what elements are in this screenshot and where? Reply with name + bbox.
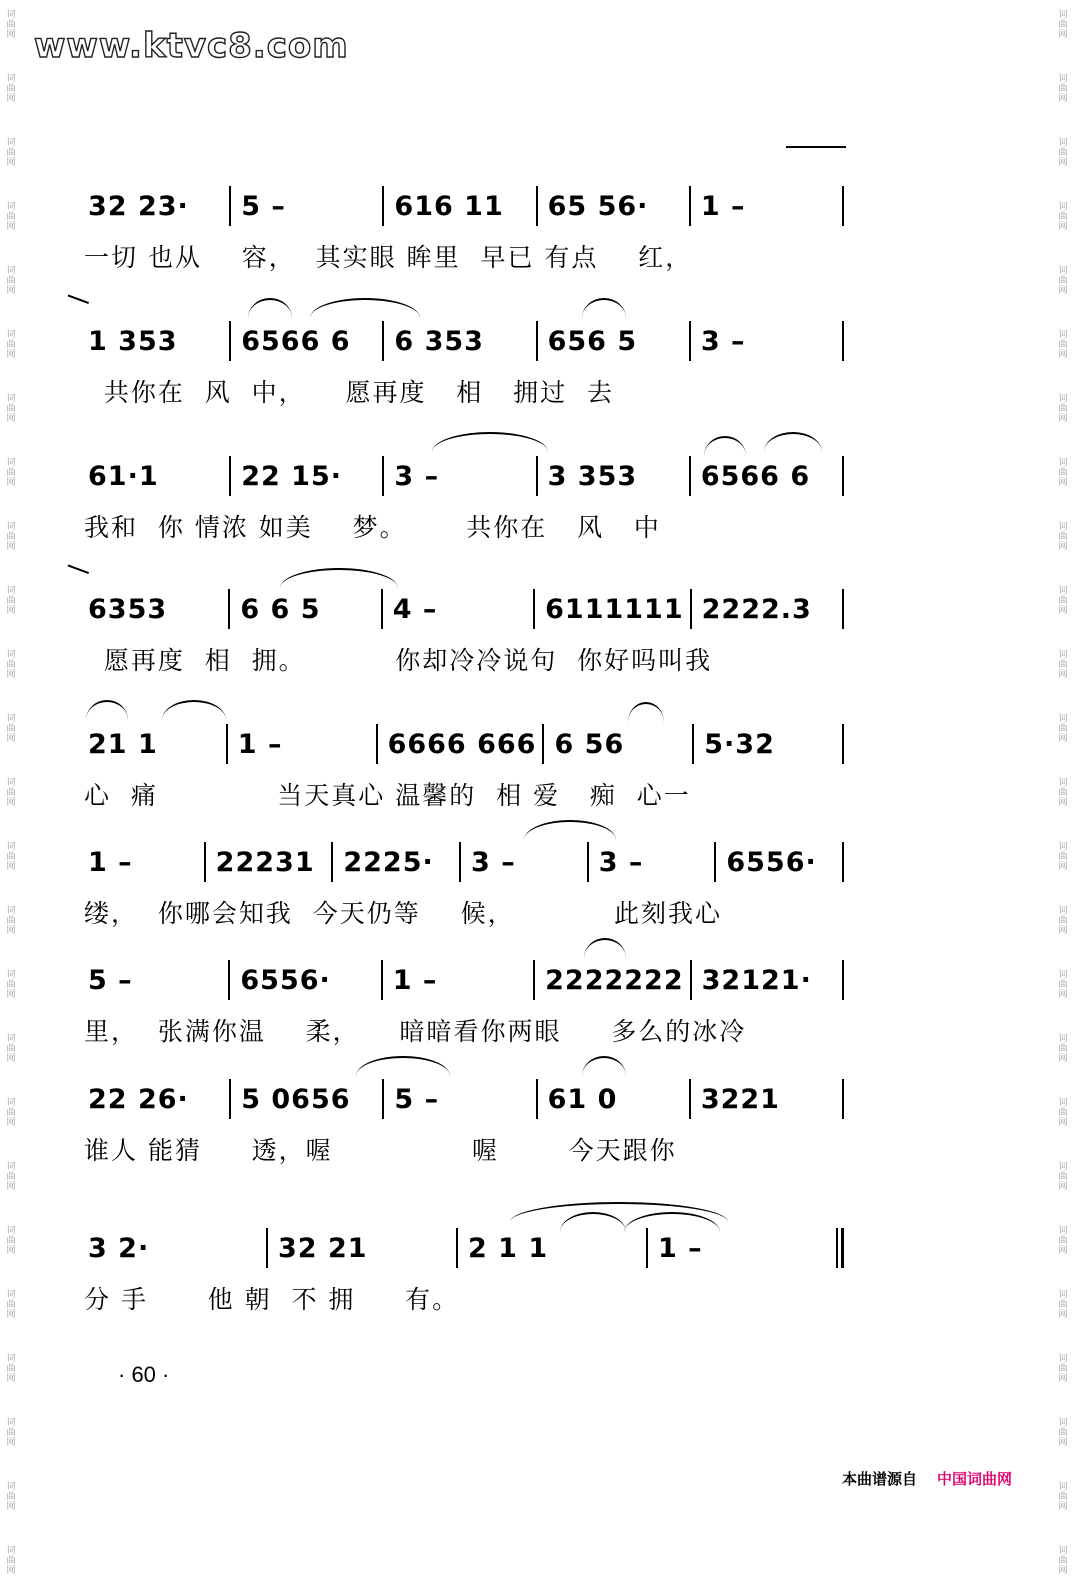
measure: 5 – <box>88 964 133 996</box>
side-watermark-text: 词 曲 网 <box>6 138 16 168</box>
measure: 3221 <box>700 1083 780 1115</box>
barline <box>689 186 691 226</box>
slur-mark <box>582 1056 626 1076</box>
measure: 22 15· <box>241 460 343 492</box>
slur-mark <box>704 436 746 456</box>
page-number: · 60 · <box>118 1362 170 1387</box>
measure: 1 – <box>700 190 746 222</box>
measure: 6566 6 <box>241 325 351 357</box>
measure: 6666 666 <box>387 728 537 760</box>
side-watermark-text: 词 曲 网 <box>6 1546 16 1576</box>
barline <box>842 1079 844 1119</box>
measure: 6 353 <box>394 325 484 357</box>
footer-source <box>842 1468 1012 1489</box>
side-watermark-text: 词 曲 网 <box>1058 394 1068 424</box>
side-watermark-text: 词 曲 网 <box>6 458 16 488</box>
side-watermark-text: 词 曲 网 <box>6 266 16 296</box>
footer-brand: 中国词曲网 <box>937 1470 1013 1488</box>
measure: 3 2· <box>88 1232 150 1264</box>
barline <box>842 724 844 764</box>
barline <box>229 456 231 496</box>
side-watermark-text: 词 曲 网 <box>1058 1290 1068 1320</box>
slur-mark <box>524 820 616 840</box>
final-barline <box>836 1228 844 1268</box>
measure: 32121· <box>701 964 812 996</box>
side-watermark-text: 词 曲 网 <box>1058 10 1068 40</box>
barline <box>692 724 694 764</box>
barline <box>382 321 384 361</box>
barline <box>536 186 538 226</box>
measure: 3 – <box>700 325 746 357</box>
side-watermark-text: 词 曲 网 <box>6 970 16 1000</box>
notation-line <box>84 954 850 1006</box>
barline <box>646 1228 648 1268</box>
barline <box>229 1079 231 1119</box>
measure: 3 – <box>471 846 516 878</box>
barline <box>542 724 544 764</box>
barline <box>376 724 378 764</box>
barline <box>229 186 231 226</box>
measure: 6566 6 <box>700 460 811 492</box>
side-watermark-text: 词 曲 网 <box>6 74 16 104</box>
slur-mark <box>584 938 626 958</box>
barline <box>382 1079 384 1119</box>
right-watermark-strip <box>1052 0 1074 1576</box>
barline <box>842 321 844 361</box>
measure: 2225· <box>343 846 434 878</box>
side-watermark-text: 词 曲 网 <box>6 1290 16 1320</box>
score-row <box>84 450 850 502</box>
side-watermark-text: 词 曲 网 <box>1058 1482 1068 1512</box>
side-watermark-text: 词 曲 网 <box>1058 714 1068 744</box>
side-watermark-text: 词 曲 网 <box>6 586 16 616</box>
lyric-line: 愿再度 相 拥。 你却冷冷说句 你好吗叫我 <box>84 646 713 675</box>
barline <box>228 960 230 1000</box>
notation-line <box>84 1073 850 1125</box>
side-watermark-text: 词 曲 网 <box>1058 1354 1068 1384</box>
measure: 65 56· <box>547 190 649 222</box>
measure: 616 11 <box>394 190 504 222</box>
score-row <box>84 1222 850 1274</box>
measure: 6556· <box>726 846 817 878</box>
barline <box>536 1079 538 1119</box>
site-watermark: www.ktvc8.com <box>34 26 349 66</box>
side-watermark-text: 词 曲 网 <box>6 10 16 40</box>
slur-mark <box>162 700 226 720</box>
side-watermark-text: 词 曲 网 <box>1058 1098 1068 1128</box>
score-row <box>84 718 850 770</box>
measure: 61·1 <box>88 460 159 492</box>
barline <box>690 589 692 629</box>
slur-mark <box>356 1056 450 1076</box>
measure: 21 1 <box>88 728 158 760</box>
side-watermark-text: 词 曲 网 <box>1058 458 1068 488</box>
side-watermark-text: 词 曲 网 <box>1058 970 1068 1000</box>
measure: 1 – <box>392 964 438 996</box>
side-watermark-text: 词 曲 网 <box>1058 586 1068 616</box>
slur-mark <box>86 700 128 720</box>
measure: 2222.3 <box>701 593 812 625</box>
side-watermark-text: 词 曲 网 <box>1058 650 1068 680</box>
measure: 2 1 1 <box>468 1232 549 1264</box>
tie-mark <box>786 146 846 158</box>
measure: 1 – <box>88 846 133 878</box>
side-watermark-text: 词 曲 网 <box>1058 1546 1068 1576</box>
side-watermark-text: 词 曲 网 <box>6 842 16 872</box>
side-watermark-text: 词 曲 网 <box>1058 522 1068 552</box>
measure: 5 – <box>241 190 286 222</box>
barline <box>536 456 538 496</box>
measure: 2222222 <box>545 964 684 996</box>
left-watermark-strip <box>0 0 22 1576</box>
measure: 3 – <box>598 846 644 878</box>
side-watermark-text: 词 曲 网 <box>1058 1162 1068 1192</box>
notation-line <box>84 836 850 888</box>
measure: 5·32 <box>704 728 775 760</box>
breath-mark <box>65 295 89 312</box>
notation-line <box>84 315 850 367</box>
barline <box>381 960 383 1000</box>
notation-line <box>84 1222 850 1274</box>
side-watermark-text: 词 曲 网 <box>6 202 16 232</box>
side-watermark-text: 词 曲 网 <box>6 1226 16 1256</box>
barline <box>842 186 844 226</box>
slur-mark <box>764 432 822 452</box>
measure: 32 23· <box>88 190 189 222</box>
slur-mark <box>280 568 398 588</box>
measure: 32 21 <box>278 1232 368 1264</box>
barline <box>228 589 230 629</box>
measure: 6353 <box>88 593 168 625</box>
side-watermark-text: 词 曲 网 <box>1058 906 1068 936</box>
measure: 6556· <box>240 964 331 996</box>
score-row <box>84 180 850 232</box>
barline <box>229 321 231 361</box>
lyric-line: 缕， 你哪会知我 今天仍等 候， 此刻我心 <box>84 899 723 928</box>
barline <box>842 456 844 496</box>
measure: 6 6 5 <box>240 593 321 625</box>
measure: 4 – <box>392 593 438 625</box>
side-watermark-text: 词 曲 网 <box>1058 842 1068 872</box>
barline <box>331 842 333 882</box>
side-watermark-text: 词 曲 网 <box>1058 74 1068 104</box>
lyric-line: 心 痛 当天真心 温馨的 相 爱 痴 心一 <box>84 781 691 810</box>
side-watermark-text: 词 曲 网 <box>6 1098 16 1128</box>
measure: 22231 <box>215 846 315 878</box>
measure: 3 – <box>394 460 440 492</box>
side-watermark-text: 词 曲 网 <box>6 906 16 936</box>
measure: 3 353 <box>547 460 638 492</box>
barline <box>382 186 384 226</box>
barline <box>266 1228 268 1268</box>
lyric-line: 一切 也从 容， 其实眼 眸里 早已 有点 红， <box>84 243 693 272</box>
side-watermark-text: 词 曲 网 <box>6 394 16 424</box>
side-watermark-text: 词 曲 网 <box>6 714 16 744</box>
side-watermark-text: 词 曲 网 <box>6 1034 16 1064</box>
barline <box>689 456 691 496</box>
barline <box>533 589 535 629</box>
side-watermark-text: 词 曲 网 <box>1058 778 1068 808</box>
barline <box>533 960 535 1000</box>
lyric-line: 谁人 能猜 透，喔 喔 今天跟你 <box>84 1136 677 1165</box>
lyric-line: 分 手 他 朝 不 拥 有。 <box>84 1285 460 1314</box>
measure: 1 – <box>658 1232 703 1264</box>
slur-mark <box>310 298 420 318</box>
side-watermark-text: 词 曲 网 <box>1058 330 1068 360</box>
side-watermark-text: 词 曲 网 <box>1058 1226 1068 1256</box>
side-watermark-text: 词 曲 网 <box>1058 1034 1068 1064</box>
score-row <box>84 583 850 635</box>
barline <box>382 456 384 496</box>
measure: 1 – <box>237 728 283 760</box>
side-watermark-text: 词 曲 网 <box>6 1162 16 1192</box>
lyric-line: 共你在 风 中， 愿再度 相 拥过 去 <box>84 378 615 407</box>
side-watermark-text: 词 曲 网 <box>1058 266 1068 296</box>
barline <box>226 724 228 764</box>
barline <box>456 1228 458 1268</box>
breath-mark <box>65 565 89 582</box>
barline <box>689 1079 691 1119</box>
barline <box>714 842 716 882</box>
barline <box>587 842 589 882</box>
side-watermark-text: 词 曲 网 <box>6 650 16 680</box>
score-row <box>84 1073 850 1125</box>
barline <box>842 589 844 629</box>
score-row <box>84 954 850 1006</box>
barline <box>536 321 538 361</box>
measure: 5 – <box>394 1083 440 1115</box>
notation-line <box>84 450 850 502</box>
notation-line <box>84 583 850 635</box>
barline <box>381 589 383 629</box>
measure: 656 5 <box>547 325 638 357</box>
barline <box>689 321 691 361</box>
slur-mark <box>432 432 548 452</box>
lyric-line: 里， 张满你温 柔， 暗暗看你两眼 多么的冰冷 <box>84 1017 747 1046</box>
side-watermark-text: 词 曲 网 <box>6 778 16 808</box>
side-watermark-text: 词 曲 网 <box>6 330 16 360</box>
side-watermark-text: 词 曲 网 <box>6 1418 16 1448</box>
score-row <box>84 836 850 888</box>
measure: 22 26· <box>88 1083 189 1115</box>
score-row <box>84 315 850 367</box>
side-watermark-text: 词 曲 网 <box>1058 138 1068 168</box>
barline <box>459 842 461 882</box>
footer-source-label: 本曲谱源自 <box>842 1470 918 1488</box>
measure: 6 56 <box>554 728 625 760</box>
barline <box>204 842 206 882</box>
barline <box>690 960 692 1000</box>
side-watermark-text: 词 曲 网 <box>6 1482 16 1512</box>
measure: 1 353 <box>88 325 178 357</box>
notation-line <box>84 180 850 232</box>
slur-mark <box>628 702 664 722</box>
notation-line <box>84 718 850 770</box>
measure: 6111111 <box>545 593 684 625</box>
side-watermark-text: 词 曲 网 <box>1058 1418 1068 1448</box>
side-watermark-text: 词 曲 网 <box>6 522 16 552</box>
slur-mark <box>248 298 292 318</box>
barline <box>842 960 844 1000</box>
slur-mark <box>582 298 626 318</box>
side-watermark-text: 词 曲 网 <box>6 1354 16 1384</box>
side-watermark-text: 词 曲 网 <box>1058 202 1068 232</box>
measure: 61 0 <box>547 1083 618 1115</box>
lyric-line: 我和 你 情浓 如美 梦。 共你在 风 中 <box>84 513 661 542</box>
measure: 5 0656 <box>241 1083 351 1115</box>
barline <box>842 842 844 882</box>
